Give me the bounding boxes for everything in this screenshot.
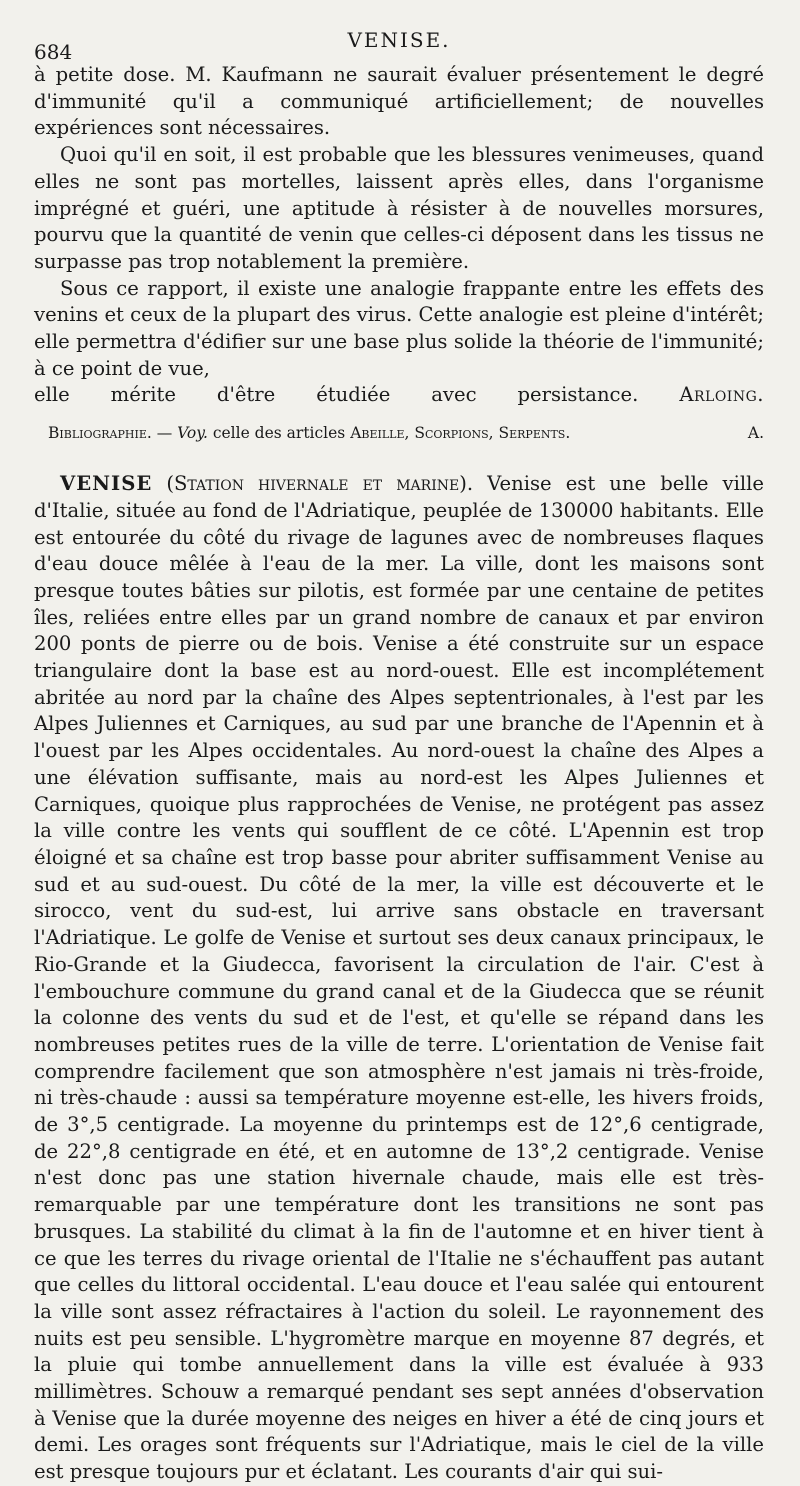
bibliography-voy: Voy.	[177, 424, 208, 443]
entry-venise	[34, 471, 764, 1486]
bibliography-sep: ,	[404, 424, 415, 443]
bibliography-author: A.	[747, 424, 764, 443]
paragraph-continuation: à petite dose. M. Kaufmann ne saurait évaluer présentement le degré d'immunité qu'il a communiqué artificiellement; de nouvelles expériences sont nécessaires.	[34, 63, 764, 140]
analogy-last-line: elle mérite d'être étudiée avec persistance.	[34, 383, 639, 407]
entry-subtitle: (Station hivernale et marine).	[152, 472, 488, 496]
bibliography-ref-serpents: Serpents	[498, 424, 566, 443]
bibliography	[48, 423, 764, 443]
bibliography-ref-scorpions: Scorpions	[414, 424, 489, 443]
page-number: 684	[34, 40, 73, 64]
paragraph-venomous-wounds: Quoi qu'il en soit, il est probable que les blessures venimeuses, quand elles ne sont pas mortelles, laissent après elles, dans l'organisme imprégné et guéri, une aptitude à résister à de nouvelles morsures, pourvu que la quantité de venin que celles-ci déposent dans les tissus ne surpasse pas trop notablement la première.	[34, 143, 764, 273]
bibliography-intro: celle des articles	[207, 424, 351, 443]
analogy-signature-line	[34, 382, 764, 409]
bibliography-ref-abeille: Abeille	[350, 424, 405, 443]
entry-body: Venise est une belle ville d'Italie, située au fond de l'Adriatique, peuplée de 130000 habitants. Elle est entourée du côté du rivage de lagunes avec de nombreuses flaques d'eau douce mêlée à l'eau de la mer. La ville, dont les maisons sont presque toutes bâties sur pilotis, est formée par une centaine de petites îles, reliées entre elles par un grand nombre de canaux et par environ 200 ponts de pierre ou de bois. Venise a été construite sur un espace triangulaire dont la base est au nord-ouest. Elle est incomplétement abritée au nord par la chaîne des Alpes septentrionales, à l'est par les Alpes Juliennes et Carniques, au sud par une branche de l'Apennin et à l'ouest par les Alpes occidentales. Au nord-ouest la chaîne des Alpes a une élévation suffisante, mais au nord-est les Alpes Juliennes et Carniques, quoique plus rapprochées de Venise, ne protégent pas assez la ville contre les vents qui soufflent de ce côté. L'Apennin est trop éloigné et sa chaîne est trop basse pour abriter suffisamment Venise au sud et au sud-ouest. Du côté de la mer, la ville est découverte et le sirocco, vent du sud-est, lui arrive sans obstacle en traversant l'Adriatique. Le golfe de Venise et surtout ses deux canaux principaux, le Rio-Grande et la Giudecca, favorisent la circulation de l'air. C'est à l'embouchure commune du grand canal et de la Giudecca que se réunit la colonne des vents du sud et de l'est, et qu'elle se répand dans les nombreuses petites rues de la ville de terre. L'orientation de Venise fait comprendre facilement que son atmosphère n'est jamais ni très-froide, ni très-chaude : aussi sa température moyenne est-elle, les hivers froids, de 3°,5 centigrade. La moyenne du printemps est de 12°,6 centigrade, de 22°,8 centigrade en été, et en automne de 13°,2 centigrade. Venise n'est donc pas une station hivernale chaude, mais elle est très-remarquable par une température dont les transitions ne sont pas brusques. La stabilité du climat à la fin de l'automne et en hiver tient à ce que les terres du rivage oriental de l'Italie ne s'échauffent pas autant que celles du littoral occidental. L'eau douce et l'eau salée qui entourent la ville sont assez réfractaires à l'action du soleil. Le rayonnement des nuits est peu sensible. L'hygromètre marque en moyenne 87 degrés, et la pluie qui tombe annuellement dans la ville est évaluée à 933 millimètres. Schouw a remarqué pendant ses sept années d'observation à Venise que la durée moyenne des neiges en hiver a été de cinq jours et demi. Les orages sont fréquents sur l'Adriatique, mais le ciel de la ville est presque toujours pur et éclatant. Les courants d'air qui sui-	[34, 472, 764, 1484]
bibliography-end: .	[565, 424, 571, 443]
running-head: VENISE.	[347, 28, 451, 52]
paragraph-analogy	[34, 276, 764, 383]
bibliography-sep: ,	[488, 424, 499, 443]
author-signature: Arloing.	[679, 383, 764, 407]
bibliography-dash: —	[151, 424, 178, 443]
page-header	[34, 22, 764, 62]
bibliography-label: Bibliographie.	[48, 424, 152, 443]
analogy-text: Sous ce rapport, il existe une analogie frappante entre les effets des venins et ceux de la plupart des virus. Cette analogie est pleine d'intérêt; elle permettra d'édifier sur une base plus solide la théorie de l'immunité; à ce point de vue,	[34, 276, 764, 380]
bibliography-text	[48, 423, 570, 443]
entry-headword: VENISE	[60, 472, 153, 496]
